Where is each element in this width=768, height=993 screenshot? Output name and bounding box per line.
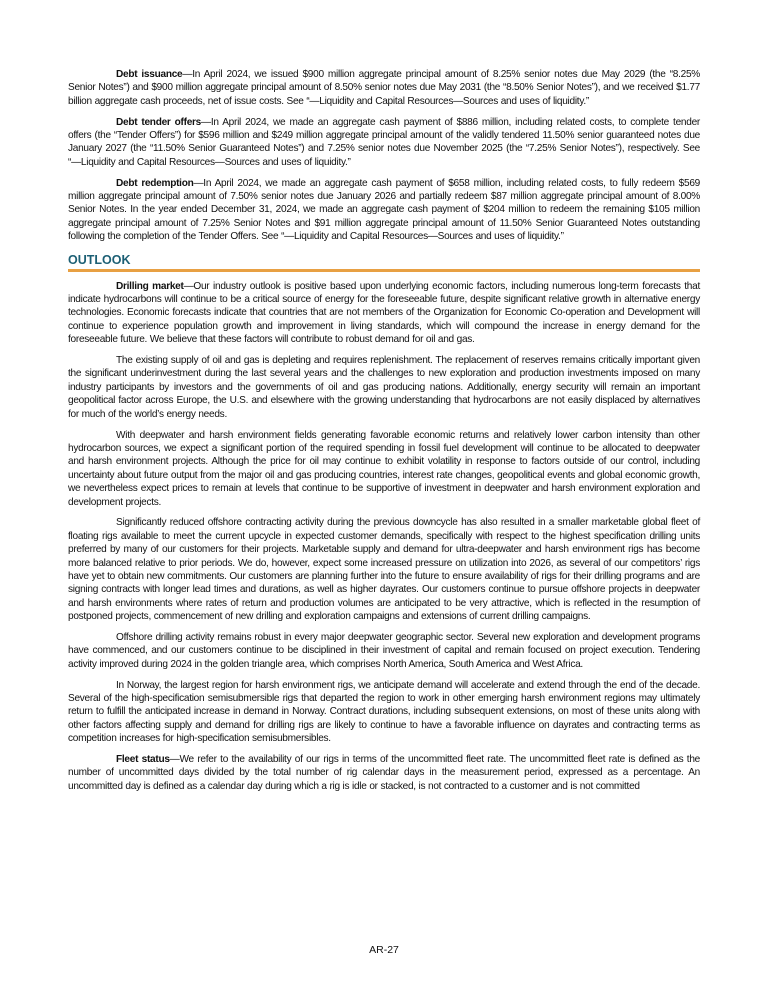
paragraph-lead: Fleet status [116, 754, 170, 765]
paragraph-text: In Norway, the largest region for harsh environment rigs, we anticipate demand will accelerate and extend through the end of the decade. Several of the high-specification semisubmersible rigs that departed the region to work in other emerging harsh environment regions may ultimately return to fulfill the anticipated increase in demand in Norway. Contract durations, including subsequent extensions, on most of these units along with other factors affecting supply and demand for drilling rigs are likely to continue to have a favorable influence on dayrates and contracting terms as competition increases for high-specification semisubmersibles. [68, 679, 700, 745]
paragraph [68, 516, 700, 623]
paragraph [68, 116, 700, 170]
paragraph [68, 631, 700, 671]
paragraph [68, 68, 700, 108]
paragraph-text: Significantly reduced offshore contracting activity during the previous downcycle has also resulted in a smaller marketable global fleet of floating rigs available to meet the current upcycle in expected customer demands, specifically with respect to the highest specification drilling units preferred by many of our customers for their projects. Marketable supply and demand for ultra-deepwater and harsh environment rigs has become more balanced relative to prior periods. We do, however, expect some increased pressure on utilization into 2026, as several of our competitors’ rigs have yet to obtain new commitments. Our customers are planning further into the future to ensure availability of rigs for their drilling programs and are signing contracts with longer lead times and durations, as well as higher dayrates. Our customers continue to pursue offshore projects in deepwater and harsh environments where rates of return and production volumes are anticipated to be very attractive, which is reflected in the resumption of postponed projects, commencement of new drilling and exploration campaigns and extensions of current drilling campaigns. [68, 517, 700, 623]
document-body [68, 68, 700, 801]
paragraph [68, 753, 700, 793]
paragraph-text: The existing supply of oil and gas is depleting and requires replenishment. The replacement of reserves remains critically important given the significant underinvestment during the last several years and the challenges to new exploration and production investments imposed on many industry participants by investors and the governments of oil and gas producing nations. Additionally, energy security will remain an important geopolitical factor across Europe, the U.S. and elsewhere with the growing understanding that hydrocarbons are not easily displaced by alternatives for much of the world’s energy needs. [68, 355, 700, 420]
paragraph-lead: Drilling market [116, 280, 184, 292]
debt-section [68, 68, 700, 244]
heading-divider [68, 269, 700, 272]
paragraph-lead: Debt issuance [116, 69, 183, 80]
paragraph-text: —In April 2024, we made an aggregate cash payment of $886 million, including related costs, to complete tender offers (the “Tender Offers”) for $596 million and $249 million aggregate principal amount of the validly tendered 11.50% senior guaranteed notes due January 2027 (the “11.50% Senior Guaranteed Notes”) and 7.25% senior notes due November 2025 (the “7.25% Senior Notes”), respectively. See “—Liquidity and Capital Resources—Sources and uses of liquidity.” [68, 116, 700, 168]
outlook-section [68, 280, 700, 794]
paragraph-text: —In April 2024, we issued $900 million aggregate principal amount of 8.25% senior notes due May 2029 (the “8.25% Senior Notes”) and $900 million aggregate principal amount of 8.50% senior notes due May 2031 (the “8.50% Senior Notes”), and we received $1.77 billion aggregate cash proceeds, net of issue costs. See “—Liquidity and Capital Resources—Sources and uses of liquidity.” [68, 69, 700, 107]
paragraph-text: —We refer to the availability of our rigs in terms of the uncommitted fleet rate. The uncommitted fleet rate is defined as the number of uncommitted days divided by the total number of rig calendar days in the measurement period, expressed as a percentage. An uncommitted day is defined as a calendar day during which a rig is idle or stacked, is not contracted to a customer and is not committed [68, 754, 700, 792]
section-heading-outlook: OUTLOOK [68, 252, 131, 267]
paragraph [68, 177, 700, 244]
paragraph [68, 429, 700, 509]
paragraph-text: —Our industry outlook is positive based upon underlying economic factors, including numerous long-term forecasts that indicate hydrocarbons will continue to be a critical source of energy for the foreseeable future, despite significant relative growth in alternative energy technologies. Economic forecasts indicate that countries that are not members of the Organization for Economic Co-operation and Development will continue to experience population growth and improvement in living standards, which will compound the increase in energy demand for the foreseeable future. We believe that these factors will contribute to robust demand for oil and gas. [68, 280, 700, 346]
paragraph-text: —In April 2024, we made an aggregate cash payment of $658 million, including related costs, to fully redeem $569 million aggregate principal amount of 7.50% senior notes due January 2026 and partially redeem $87 million aggregate principal amount of 8.00% Senior Notes. In the year ended December 31, 2024, we made an aggregate cash payment of $204 million to redeem the remaining $105 million aggregate principal amount of 7.25% Senior Notes and $91 million aggregate principal amount of 11.50% Senior Guaranteed Notes outstanding following the completion of the Tender Offers. See “—Liquidity and Capital Resources—Sources and uses of liquidity.” [68, 177, 700, 243]
paragraph-lead: Debt redemption [116, 177, 194, 189]
paragraph-text: Offshore drilling activity remains robust in every major deepwater geographic sector. Several new exploration and development programs have commenced, and our customers continue to be disciplined in their investment of capital and remain focused on project execution. Tendering activity improved during 2024 in the golden triangle area, which comprises North America, South America and West Africa. [68, 631, 700, 670]
paragraph [68, 280, 700, 347]
paragraph [68, 679, 700, 746]
paragraph [68, 354, 700, 421]
page-number: AR-27 [369, 944, 399, 956]
paragraph-text: With deepwater and harsh environment fields generating favorable economic returns and relatively lower carbon intensity than other hydrocarbon sources, we expect a significant portion of the required spending in fossil fuel development will continue to be allocated to deepwater and harsh environment projects. Although the price for oil may continue to exhibit volatility in response to factors outside of our control, including uncertainty about future output from the major oil and gas producing countries, interest rate changes, geopolitical events and global economic growth, we nevertheless expect prices to remain at levels that continue to be supportive of investment in deepwater and harsh environment exploration and development projects. [68, 429, 700, 508]
paragraph-lead: Debt tender offers [116, 116, 202, 128]
